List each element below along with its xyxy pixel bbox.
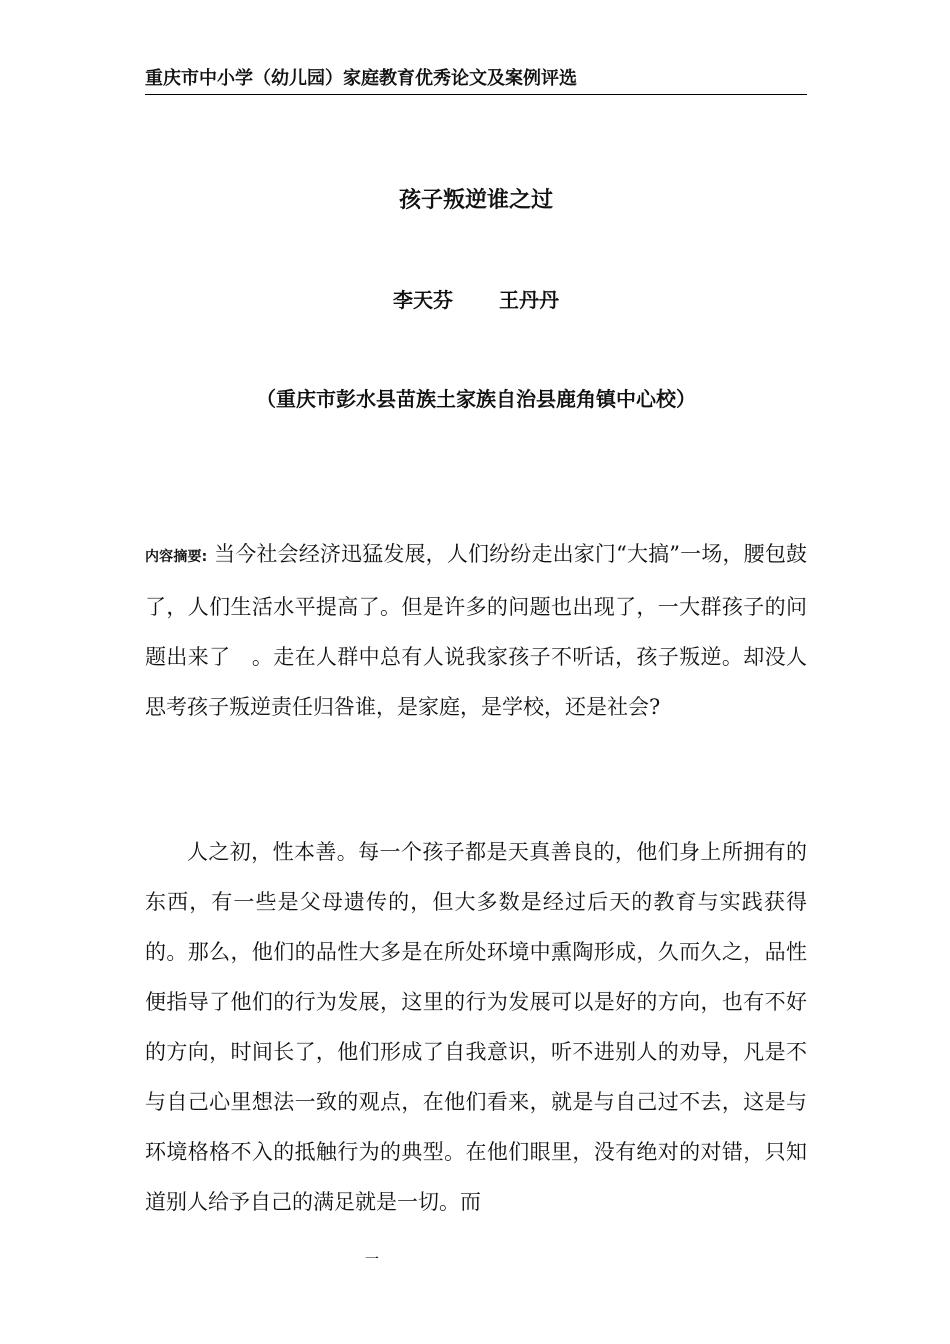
author-name: 王丹丹: [499, 288, 559, 312]
body-paragraph: 人之初，性本善。每一个孩子都是天真善良的，他们身上所拥有的东西，有一些是父母遗传的，但大多数是经过后天的教育与实践获得的。那么，他们的品性大多是在所处环境中熏陶形成，久而久之，品性便指导了他们的行为发展，这里的行为发展可以是好的方向，也有不好的方向，时间长了，他们形成了自我意识，听不进别人的劝导，凡是不与自己心里想法一致的观点，在他们看来，就是与自己过不去，这是与环境格格不入的抵触行为的典型。在他们眼里，没有绝对的对错，只知道别人给予自己的满足就是一切。而: [145, 840, 807, 1214]
author-affiliation: （重庆市彭水县苗族土家族自治县鹿角镇中心校）: [256, 387, 696, 411]
abstract-text: 当今社会经济迅猛发展，人们纷纷走出家门“大搞”一场，腰包鼓了，人们生活水平提高了。但是许多的问题也出现了，一大群孩子的问题出来了 。走在人群中总有人说我家孩子不听话，孩子叛逆。却没人思考孩子叛逆责任归咎谁，是家庭，是学校，还是社会?: [145, 542, 807, 719]
author-name: 李天芬: [393, 288, 453, 312]
running-header: 重庆市中小学（幼儿园）家庭教育优秀论文及案例评选: [145, 64, 807, 95]
article-title: 孩子叛逆谁之过: [398, 187, 553, 213]
abstract-label: 内容摘要:: [145, 549, 208, 565]
author-line: [145, 284, 807, 316]
page-number: 一: [365, 1252, 379, 1268]
abstract: [145, 529, 807, 732]
